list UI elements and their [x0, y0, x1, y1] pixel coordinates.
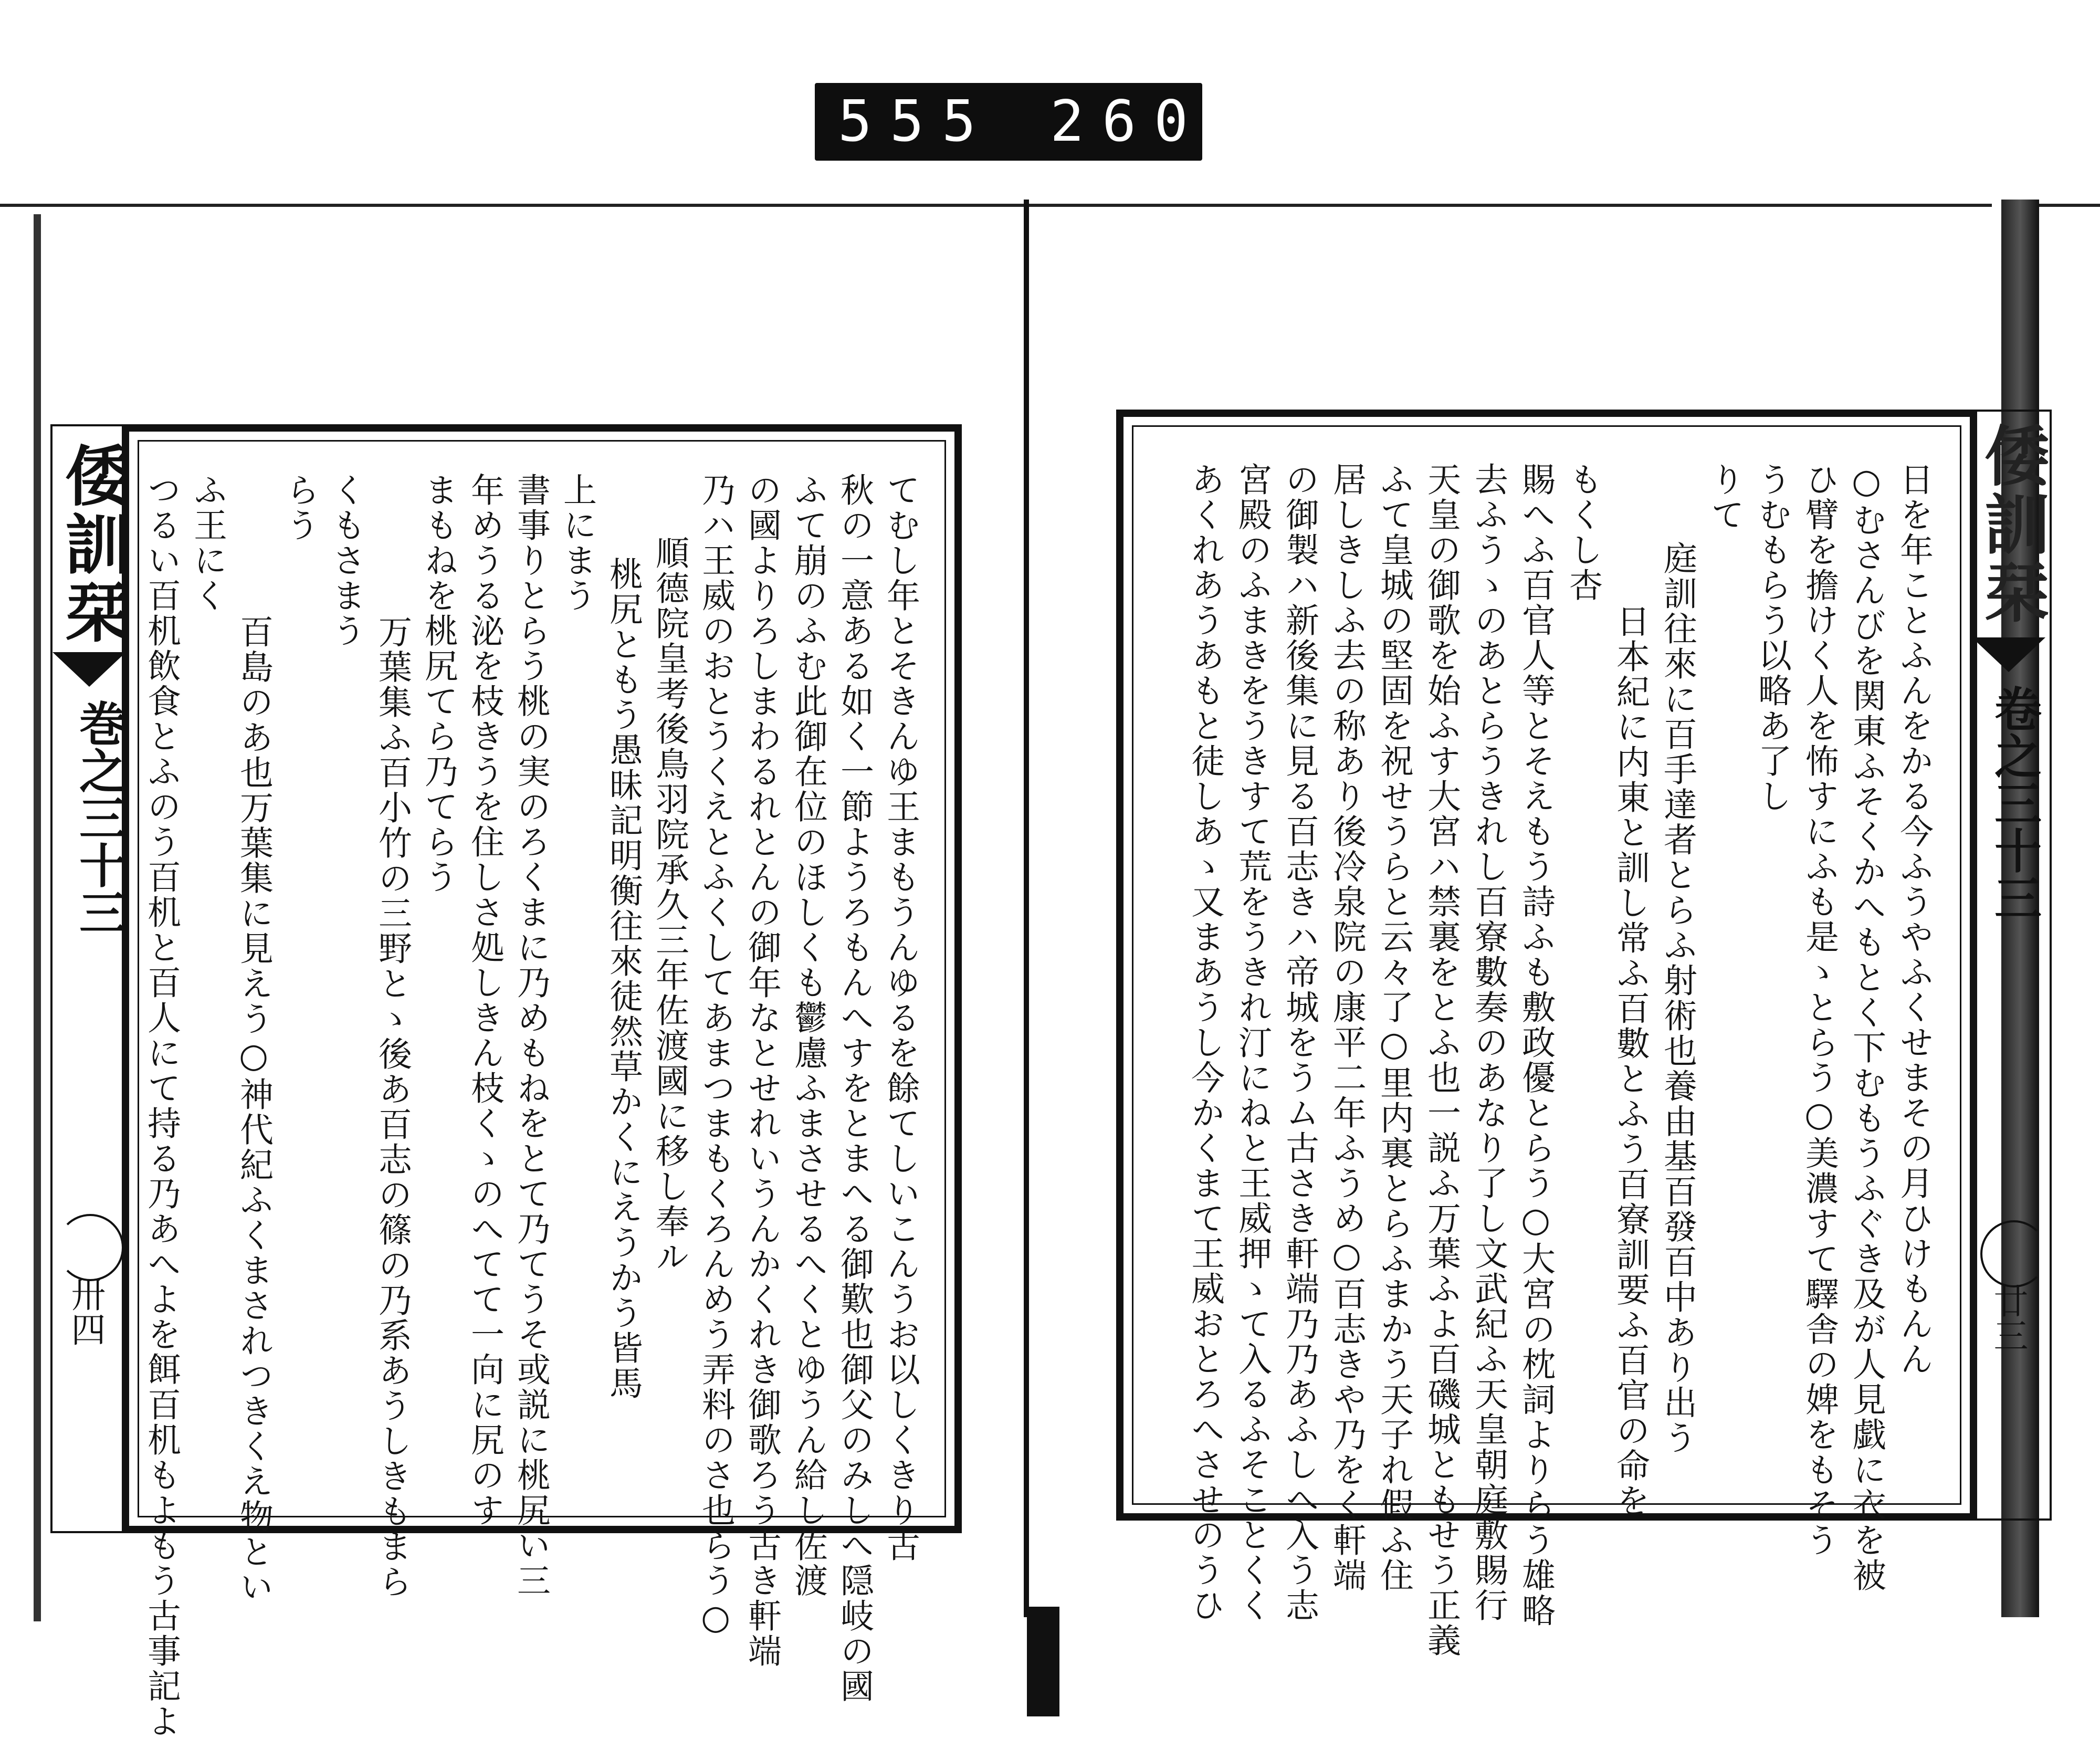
left-col-1: てむし年とそきんゆ王まもうんゆるを餘てしいこんうお以しくきり古: [881, 473, 920, 1563]
right-fish-tail-mark: [1972, 637, 2045, 672]
left-fold-mark: [57, 1214, 124, 1281]
left-col-15: 百島のあ也万葉集に見えう○神代紀ふくまされつきくえ物とい: [234, 614, 273, 1605]
left-col-3: ふて崩のふむ此御在位のほしくも鬱慮ふまさせるへくとゆうん給し佐渡: [789, 473, 827, 1598]
top-page-edge: [0, 204, 2100, 207]
left-margin-strip: [50, 424, 129, 1533]
left-col-12: 万葉集ふ百小竹の三野とゝ後あ百志の篠の乃系あうしきもまら: [373, 614, 412, 1599]
right-col-10: 去ふうゝのあとらうきれし百寮數奏のあなり了し文武紀ふ天皇朝庭敷賜行: [1469, 462, 1508, 1623]
right-col-13: 居しきしふ去の称あり後冷泉院の康平二年ふうめ○百志きや乃をく軒端: [1327, 462, 1366, 1593]
right-margin-page: 廿三: [1988, 1283, 2028, 1353]
left-margin-volume: 巻之三十三: [71, 699, 127, 936]
left-col-5: 乃ハ王威のおとうくえとふくしてあまつまもくろんめう弄料のさ也らう○: [696, 473, 735, 1639]
right-col-15: 宮殿のふまきをうきすて荒をうきれ汀にねと王威押ゝて入るふそことくく: [1233, 462, 1272, 1623]
right-col-1: 日を年ことふんをかる今ふうやふくせまその月ひけもんん: [1894, 462, 1933, 1377]
right-col-11: 天皇の御歌を始ふす大宮ハ禁裏をとふ也一説ふ万葉ふよ百磯城ともせう正義: [1422, 462, 1461, 1658]
right-fold-mark: [1980, 1220, 2048, 1287]
catalogue-label: [815, 83, 1258, 161]
left-col-9: 書事りとらう桃の実のろくまに乃めもねをとて乃てうそ或説に桃尻い三: [511, 473, 550, 1598]
left-margin-title: 倭訓栞: [54, 442, 130, 647]
right-col-9: 賜へふ百官人等とそえもう詩ふも敷政優とらう○大宮の枕詞よりらう雄略: [1516, 462, 1555, 1628]
left-col-2: 秋の一意ある如く一節ようろもんへすをとまへる御歎也御父のみしへ隠岐の國: [835, 473, 874, 1704]
left-col-7: 桃尻ともう愚昧記明衡往來徒然草かくにえうかう皆馬: [604, 557, 643, 1401]
left-col-11: まもねを桃尻てら乃てらう: [419, 473, 458, 895]
right-margin-volume: 卷之三十三: [1986, 685, 2042, 921]
right-col-6: 庭訓往來に百手達者とらふ射術也養由基百發百中あり出う: [1658, 541, 1697, 1455]
right-col-5: りて: [1705, 462, 1744, 532]
right-col-12: ふて皇城の堅固を祝せうらと云々了○里内裏とらふまかう天子れ假ふ住: [1374, 462, 1413, 1593]
label-left-number: 555: [838, 89, 994, 154]
left-col-14: らう: [280, 473, 319, 543]
left-fish-tail-mark: [52, 652, 126, 687]
left-col-6: 順德院皇考後鳥羽院承久三年佐渡國に移し奉ル: [650, 536, 689, 1274]
label-right-number: 260.: [1050, 89, 1258, 154]
left-page-edge: [34, 214, 41, 1621]
right-text-body: [1155, 462, 1942, 1658]
left-margin-page: 卅四: [65, 1277, 106, 1346]
book-spine: [1024, 200, 1029, 1617]
right-margin-strip: [1970, 410, 2052, 1521]
right-col-8: もくし杏: [1563, 462, 1602, 603]
right-col-2: ○むさんびを関東ふそくかへもとく下むもうふぐき及が人見戯に衣を被: [1847, 462, 1886, 1593]
left-col-16: ふ王にく: [188, 473, 227, 613]
left-col-17: つるい百机飲食とふのう百机と百人にて持る乃あへよを餌百机もよもう古事記よ: [142, 473, 181, 1739]
left-col-8: 上にまう: [558, 473, 596, 613]
spine-tab: [1027, 1607, 1059, 1716]
right-col-16: あくれあうあもと徒しあゝ又まあうし今かくまて王威おとろへさせのうひ: [1185, 462, 1224, 1623]
left-col-4: の國よりろしまわるれとんの御年なとせれいうんかくれき御歌ろう古き軒端: [742, 473, 781, 1669]
right-col-14: の御製ハ新後集に見る百志きハ帝城をうム古さき軒端乃乃あふしへ入う志: [1280, 462, 1319, 1623]
left-text-body: [142, 473, 929, 1739]
right-col-4: うむもらう以略あ了し: [1752, 462, 1791, 814]
left-col-13: くもさまう: [327, 473, 365, 648]
right-margin-title: 倭訓栞: [1973, 422, 2050, 627]
right-col-7: 日本紀に内東と訓し常ふ百數とふう百寮訓要ふ百官の命を: [1611, 604, 1650, 1518]
left-col-10: 年めうる泌を枝きうを住しさ処しきん枝くゝのへてて一向に尻のす: [465, 473, 504, 1528]
right-col-3: ひ臂を擔けく人を怖すにふも是ゝとらう○美濃すて驛舎の婢をもそう: [1800, 462, 1839, 1558]
